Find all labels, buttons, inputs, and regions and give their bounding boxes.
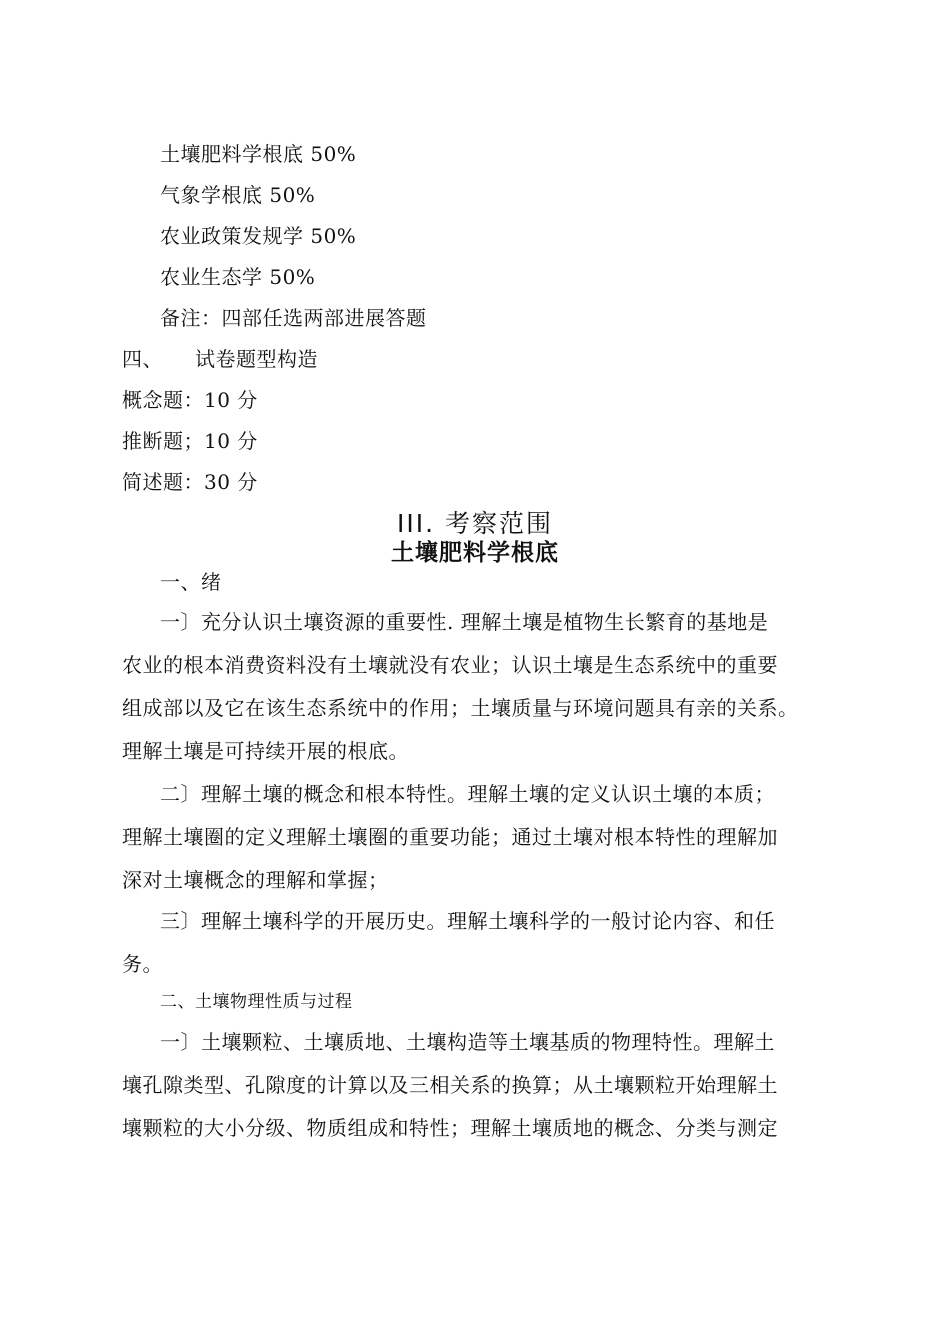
paragraph-line: 三〕理解土壤科学的开展历史。理解土壤科学的一般讨论内容、和任 [160, 909, 775, 933]
subject-name: 农业政策发规学 [160, 224, 304, 248]
subject-item [160, 140, 356, 168]
subject-name: 气象学根底 [160, 183, 263, 207]
question-type: 概念题：10 分 [122, 388, 258, 412]
question-type: 推断题；10 分 [122, 429, 258, 453]
subject-item [160, 222, 356, 250]
subject-weight: 50% [310, 142, 357, 166]
question-type: 简述题：30 分 [122, 470, 258, 494]
paragraph-line: 理解土壤圈的定义理解土壤圈的重要功能；通过土壤对根本特性的理解加 [122, 825, 778, 849]
subject-name: 土壤肥料学根底 [160, 142, 304, 166]
paragraph-line: 一〕充分认识土壤资源的重要性. 理解土壤是植物生长繁育的基地是 [160, 610, 769, 634]
paragraph-line: 壤颗粒的大小分级、物质组成和特性；理解土壤质地的概念、分类与测定 [122, 1116, 778, 1140]
part-title: III. 考察范围 [396, 509, 553, 538]
paragraph-line: 一〕土壤颗粒、土壤质地、土壤构造等土壤基质的物理特性。理解土 [160, 1030, 775, 1054]
subject-title: 土壤肥料学根底 [391, 540, 559, 566]
subject-item [160, 263, 315, 291]
section-number: 四、 [122, 347, 163, 371]
subject-name: 农业生态学 [160, 265, 263, 289]
paragraph-line: 务。 [122, 952, 163, 976]
subject-weight: 50% [269, 265, 316, 289]
paragraph-line: 壤孔隙类型、孔隙度的计算以及三相关系的换算；从土壤颗粒开始理解土 [122, 1073, 778, 1097]
chapter-heading: 一、绪 [160, 570, 222, 594]
section-title: 试卷题型构造 [195, 347, 318, 371]
paragraph-line: 农业的根本消费资料没有土壤就没有农业；认识土壤是生态系统中的重要 [122, 653, 778, 677]
section-heading [122, 345, 318, 373]
subject-item [160, 181, 315, 209]
subject-weight: 50% [269, 183, 316, 207]
subject-weight: 50% [310, 224, 357, 248]
note-text: 备注：四部任选两部进展答题 [160, 306, 427, 330]
paragraph-line: 深对土壤概念的理解和掌握； [122, 868, 389, 892]
paragraph-line: 二〕理解土壤的概念和根本特性。理解土壤的定义认识土壤的本质； [160, 782, 775, 806]
chapter-heading: 二、土壤物理性质与过程 [160, 992, 353, 1012]
paragraph-line: 理解土壤是可持续开展的根底。 [122, 739, 409, 763]
paragraph-line: 组成部以及它在该生态系统中的作用；土壤质量与环境问题具有亲的关系。 [122, 696, 799, 720]
